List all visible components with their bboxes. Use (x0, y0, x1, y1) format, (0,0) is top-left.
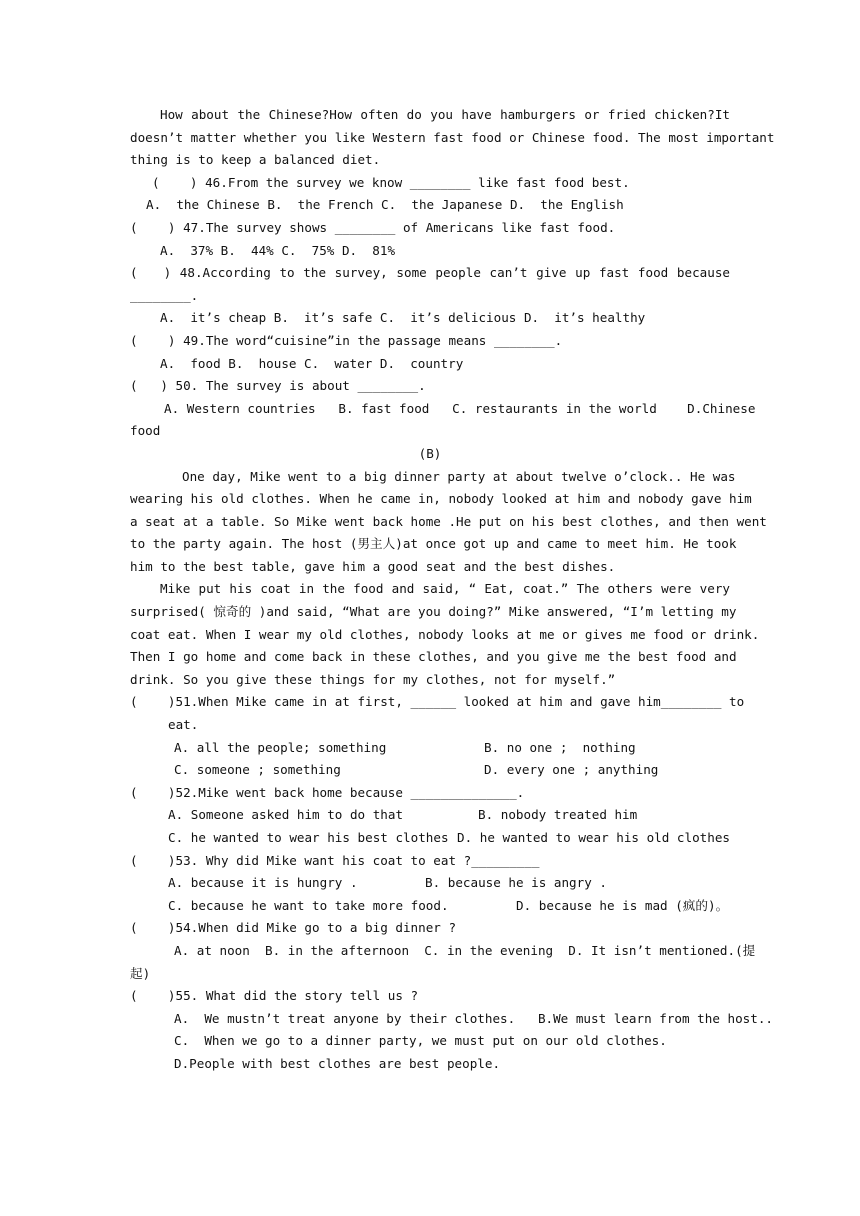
passage-b-line: One day, Mike went to a big dinner party at about twelve o’clock.. He was (182, 468, 736, 484)
question-55-option-d: D.People with best clothes are best people. (174, 1055, 501, 1071)
passage-b-line: him to the best table, gave him a good seat and the best dishes. (130, 558, 616, 574)
question-53-option-c: C. because he want to take more food. (168, 897, 449, 913)
question-50-stem: ( ) 50. The survey is about ________. (130, 378, 426, 394)
section-b-title: (B) (418, 445, 442, 461)
question-54-options: A. at noon B. in the afternoon C. in the evening D. It isn’t mentioned.(提 (174, 942, 756, 958)
question-53-stem: ( )53. Why did Mike want his coat to eat ?_________ (130, 852, 540, 868)
question-52-options-row (130, 827, 730, 850)
question-48-stem: ( ) 48.According to the survey, some people can’t give up fast food because (130, 265, 730, 281)
question-47-stem: ( ) 47.The survey shows ________ of Americans like fast food. (130, 219, 616, 235)
passage-b-line: Mike put his coat in the food and said, “ Eat, coat.” The others were very (160, 581, 730, 597)
question-49-stem: ( ) 49.The word“cuisine”in the passage means ________. (130, 332, 563, 348)
question-46-stem: ( ) 46.From the survey we know ________ like fast food best. (152, 174, 630, 190)
question-53-option-b: B. because he is angry . (425, 875, 607, 891)
passage-b-line: coat eat. When I wear my old clothes, nobody looks at me or gives me food or drink. (130, 626, 760, 642)
question-55-option-ab: A. We mustn’t treat anyone by their clothes. B.We must learn from the host.. (174, 1010, 773, 1026)
question-48-options: A. it’s cheap B. it’s safe C. it’s delicious D. it’s healthy (160, 310, 646, 326)
question-51-options-row (130, 737, 730, 760)
passage-b-line: wearing his old clothes. When he came in, nobody looked at him and nobody gave him (130, 491, 752, 507)
question-48-stem-cont: ________. (130, 287, 199, 303)
question-51-stem: ( )51.When Mike came in at first, ______ looked at him and gave him________ to (130, 694, 745, 710)
question-54-options-cont: 起) (130, 965, 151, 981)
question-51-option-b: B. no one ; nothing (484, 739, 636, 755)
question-53-options-row (130, 895, 730, 918)
question-51-option-c: C. someone ; something (174, 762, 341, 778)
question-52-options-row (130, 804, 730, 827)
question-51-option-a: A. all the people; something (174, 739, 387, 755)
question-51-option-d: D. every one ; anything (484, 762, 659, 778)
passage-a-line: How about the Chinese?How often do you have hamburgers or fried chicken?It (160, 107, 730, 122)
passage-a-line: thing is to keep a balanced diet. (130, 152, 381, 168)
question-53-option-d: D. because he is mad (疯的)。 (516, 897, 729, 913)
passage-b-line: drink. So you give these things for my clothes, not for myself.” (130, 671, 616, 687)
passage-a-line: doesn’t matter whether you like Western fast food or Chinese food. The most important (130, 129, 775, 145)
question-52-option-b: B. nobody treated him (478, 807, 638, 823)
question-47-options: A. 37% B. 44% C. 75% D. 81% (160, 242, 396, 258)
question-55-option-c: C. When we go to a dinner party, we must put on our old clothes. (174, 1033, 667, 1049)
passage-b-line: to the party again. The host (男主人)at once got up and came to meet him. He took (130, 536, 737, 552)
passage-b-line: Then I go home and come back in these clothes, and you give me the best food and (130, 649, 737, 665)
question-51-options-row (130, 759, 730, 782)
question-49-options: A. food B. house C. water D. country (160, 355, 464, 371)
document-page (130, 104, 775, 1076)
question-46-options: A. the Chinese B. the French C. the Japanese D. the English (146, 197, 624, 213)
question-50-options-cont: food (130, 423, 161, 439)
question-53-option-a: A. because it is hungry . (168, 875, 358, 891)
passage-b-line: surprised( 惊奇的 )and said, “What are you doing?” Mike answered, “I’m letting my (130, 604, 737, 620)
question-51-stem-cont: eat. (168, 717, 199, 733)
question-52-stem: ( )52.Mike went back home because ______________. (130, 784, 525, 800)
question-50-options: A. Western countries B. fast food C. restaurants in the world D.Chinese (164, 400, 756, 416)
passage-b-line: a seat at a table. So Mike went back home .He put on his best clothes, and then went (130, 513, 767, 529)
question-52-option-a: A. Someone asked him to do that (168, 807, 404, 823)
question-53-options-row (130, 872, 730, 895)
question-55-stem: ( )55. What did the story tell us ? (130, 988, 419, 1004)
question-54-stem: ( )54.When did Mike go to a big dinner ? (130, 920, 457, 936)
question-52-option-c: C. he wanted to wear his best clothes (168, 830, 449, 845)
question-52-option-d: D. he wanted to wear his old clothes (457, 830, 730, 845)
